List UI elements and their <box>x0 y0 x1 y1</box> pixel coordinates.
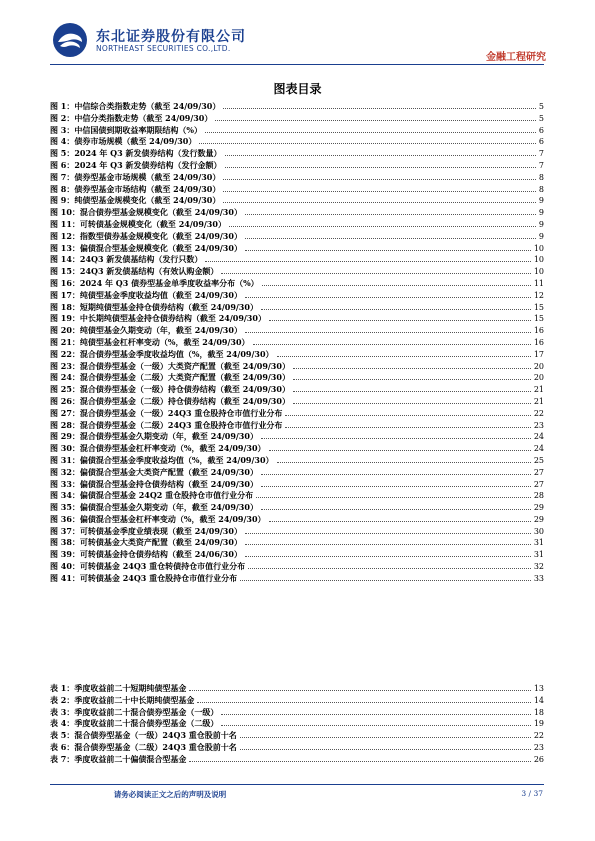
figure-entry-label: 图 19：中长期纯债型基金持仓债券结构（截至 24/09/30） <box>50 313 266 324</box>
figure-entry-page: 11 <box>533 278 544 288</box>
figure-entry-label: 图 26：混合债券型基金（二级）持仓债券结构（截至 24/09/30） <box>50 395 290 406</box>
figure-entry[interactable] <box>50 302 544 314</box>
figure-entry-page: 17 <box>533 349 544 359</box>
table-entry-page: 13 <box>533 684 544 693</box>
figure-entry-page: 27 <box>533 467 544 477</box>
figure-entry[interactable] <box>50 479 544 491</box>
table-entry-label: 表 6：混合债券型基金（二级）24Q3 重仓股前十名 <box>50 741 237 752</box>
figure-entry-page: 15 <box>533 302 544 312</box>
dot-leader <box>223 172 536 180</box>
figure-entry-page: 27 <box>533 479 544 489</box>
table-entry-page: 23 <box>533 742 544 752</box>
dot-leader <box>245 290 531 298</box>
dot-leader <box>277 455 531 463</box>
figure-entry-label: 图 29：混合债券型基金久期变动（年，截至 24/09/30） <box>50 431 258 442</box>
dot-leader <box>256 490 531 498</box>
dot-leader <box>285 420 530 428</box>
company-logo-icon <box>52 22 88 58</box>
dot-leader <box>221 266 530 274</box>
figure-entry-page: 32 <box>533 562 544 572</box>
figure-entry-page: 23 <box>533 420 544 430</box>
figure-entry[interactable] <box>50 101 544 113</box>
figure-entry[interactable] <box>50 266 544 278</box>
figure-entry-page: 10 <box>533 255 544 265</box>
dot-leader <box>225 160 536 168</box>
figure-entry[interactable] <box>50 420 544 432</box>
figure-entry[interactable] <box>50 254 544 266</box>
figure-entry-label: 图 7：债券型基金市场规模（截至 24/09/30） <box>50 171 221 182</box>
figure-entry-label: 图 30：混合债券型基金杠杆率变动（%，截至 24/09/30） <box>50 443 266 454</box>
table-entry-page: 14 <box>533 695 544 705</box>
figure-entry-page: 21 <box>533 396 544 406</box>
dot-leader <box>199 136 536 144</box>
figure-entry[interactable] <box>50 455 544 467</box>
table-entry-page: 18 <box>533 707 544 717</box>
figure-entry-page: 8 <box>538 184 544 194</box>
figure-entry-page: 7 <box>538 149 544 159</box>
figure-entry[interactable] <box>50 278 544 290</box>
figure-entry[interactable] <box>50 573 544 585</box>
dot-leader <box>245 231 536 239</box>
dot-leader <box>245 549 531 557</box>
figure-entry-page: 10 <box>533 267 544 277</box>
figure-entry[interactable] <box>50 349 544 361</box>
figure-entry-page: 16 <box>533 337 544 347</box>
figure-entry[interactable] <box>50 514 544 526</box>
dot-leader <box>223 184 536 192</box>
figure-entry[interactable] <box>50 136 544 148</box>
figure-entry-label: 图 38：可转债基金大类资产配置（截至 24/09/30） <box>50 537 242 548</box>
dot-leader <box>245 526 531 534</box>
table-entry-label: 表 4：季度收益前二十混合债券型基金（二级） <box>50 718 219 729</box>
figure-entry-label: 图 4：债券市场规模（截至 24/09/30） <box>50 136 197 147</box>
table-entry-label: 表 5：混合债券型基金（一级）24Q3 重仓股前十名 <box>50 730 237 741</box>
figure-entry-label: 图 3：中信国债到期收益率期限结构（%） <box>50 124 202 135</box>
figure-entry[interactable] <box>50 372 544 384</box>
figure-entry-label: 图 9：纯债型基金规模变化（截至 24/09/30） <box>50 195 221 206</box>
page-title: 图表目录 <box>273 82 322 96</box>
figure-entry-label: 图 33：偏债混合型基金持仓债券结构（截至 24/09/30） <box>50 478 258 489</box>
dot-leader <box>245 207 536 215</box>
dot-leader <box>293 361 531 369</box>
figure-entry-page: 9 <box>538 219 544 229</box>
header-divider <box>50 64 544 65</box>
figure-entry-page: 29 <box>533 514 544 524</box>
table-entry-label: 表 1：季度收益前二十短期纯债型基金 <box>50 683 187 693</box>
figure-list <box>50 101 544 585</box>
dot-leader <box>269 514 531 522</box>
dot-leader <box>285 408 530 416</box>
figure-entry[interactable] <box>50 172 544 184</box>
figure-entry-label: 图 39：可转债基金持仓债券结构（截至 24/06/30） <box>50 549 242 560</box>
dot-leader <box>277 349 531 357</box>
figure-entry-label: 图 32：偏债混合型基金大类资产配置（截至 24/09/30） <box>50 466 258 477</box>
figure-entry-page: 33 <box>533 573 544 583</box>
figure-entry-page: 30 <box>533 526 544 536</box>
figure-entry-page: 24 <box>533 432 544 442</box>
figure-entry-label: 图 15：24Q3 新发债基结构（有效认购金额） <box>50 266 219 277</box>
footer-disclaimer: 请务必阅读正文之后的声明及说明 <box>113 790 227 799</box>
figure-entry-page: 8 <box>538 172 544 182</box>
figure-entry[interactable] <box>50 408 544 420</box>
company-name-cn: 东北证券股份有限公司 <box>96 29 246 45</box>
dot-leader <box>261 431 531 439</box>
figure-entry[interactable] <box>50 361 544 373</box>
figure-entry[interactable] <box>50 113 544 125</box>
figure-entry-label: 图 10：混合债券型基金规模变化（截至 24/09/30） <box>50 207 242 218</box>
dot-leader <box>189 683 530 691</box>
figure-entry-page: 9 <box>538 208 544 218</box>
figure-entry-label: 图 8：债券型基金市场结构（截至 24/09/30） <box>50 183 221 194</box>
figure-entry[interactable] <box>50 443 544 455</box>
dot-leader <box>293 396 531 404</box>
figure-entry[interactable] <box>50 549 544 561</box>
figure-entry-label: 图 36：偏债混合型基金杠杆率变动（%，截至 24/09/30） <box>50 513 266 524</box>
figure-entry-page: 10 <box>533 243 544 253</box>
table-entry[interactable] <box>50 754 544 766</box>
figure-entry-page: 16 <box>533 326 544 336</box>
dot-leader <box>223 195 536 203</box>
figure-entry-page: 31 <box>533 538 544 548</box>
figure-entry[interactable] <box>50 526 544 538</box>
dot-leader <box>240 742 531 750</box>
dot-leader <box>269 443 531 451</box>
figure-entry-label: 图 1：中信综合类指数走势（截至 24/09/30） <box>50 101 221 111</box>
figure-entry-label: 图 27：混合债券型基金（一级）24Q3 重仓股持仓市值行业分布 <box>50 407 283 418</box>
dot-leader <box>248 561 531 569</box>
dot-leader <box>261 502 531 510</box>
table-entry-label: 表 2：季度收益前二十中长期纯债型基金 <box>50 694 195 705</box>
dot-leader <box>293 372 531 380</box>
dot-leader <box>223 101 536 109</box>
figure-entry-page: 20 <box>533 361 544 371</box>
dot-leader <box>189 754 530 762</box>
figure-entry[interactable] <box>50 467 544 479</box>
figure-entry[interactable] <box>50 325 544 337</box>
figure-entry-label: 图 40：可转债基金 24Q3 重仓转债持仓市值行业分布 <box>50 561 246 572</box>
figure-entry[interactable] <box>50 207 544 219</box>
figure-entry-page: 31 <box>533 550 544 560</box>
figure-entry-page: 20 <box>533 373 544 383</box>
figure-entry[interactable] <box>50 219 544 231</box>
table-list <box>50 683 544 766</box>
department-label: 金融工程研究 <box>486 52 546 63</box>
figure-entry[interactable] <box>50 337 544 349</box>
footer-page-number: 3 / 37 <box>521 789 543 798</box>
figure-entry-page: 9 <box>538 231 544 241</box>
figure-entry[interactable] <box>50 313 544 325</box>
dot-leader <box>245 325 531 333</box>
figure-entry-label: 图 6：2024 年 Q3 新发债券结构（发行金额） <box>50 159 222 170</box>
table-entry[interactable] <box>50 718 544 730</box>
figure-entry-label: 图 23：混合债券型基金（一级）大类资产配置（截至 24/09/30） <box>50 360 290 371</box>
dot-leader <box>245 537 531 545</box>
dot-leader <box>240 730 531 738</box>
figure-entry[interactable] <box>50 537 544 549</box>
figure-entry-label: 图 5：2024 年 Q3 新发债券结构（发行数量） <box>50 148 222 159</box>
table-entry-page: 19 <box>533 719 544 729</box>
figure-entry-page: 22 <box>533 408 544 418</box>
figure-entry-label: 图 20：纯债型基金久期变动（年，截至 24/09/30） <box>50 325 242 336</box>
figure-entry[interactable] <box>50 184 544 196</box>
figure-entry[interactable] <box>50 431 544 443</box>
figure-entry-page: 28 <box>533 491 544 501</box>
dot-leader <box>245 243 531 251</box>
figure-entry-page: 25 <box>533 455 544 465</box>
table-entry-label: 表 3：季度收益前二十混合债券型基金（一级） <box>50 706 219 717</box>
figure-entry[interactable] <box>50 195 544 207</box>
dot-leader <box>215 113 536 121</box>
figure-entry-label: 图 18：短期纯债型基金持仓债券结构（截至 24/09/30） <box>50 301 258 312</box>
figure-entry-label: 图 21：纯债型基金杠杆率变动（%，截至 24/09/30） <box>50 336 250 347</box>
figure-entry-label: 图 13：偏债混合型基金规模变化（截至 24/09/30） <box>50 242 242 253</box>
table-entry-page: 26 <box>533 754 544 764</box>
figure-entry[interactable] <box>50 148 544 160</box>
table-entry[interactable] <box>50 730 544 742</box>
figure-entry-label: 图 35：偏债混合型基金久期变动（年，截至 24/09/30） <box>50 502 258 513</box>
figure-entry[interactable] <box>50 160 544 172</box>
dot-leader <box>293 384 531 392</box>
figure-entry[interactable] <box>50 243 544 255</box>
figure-entry-label: 图 28：混合债券型基金（二级）24Q3 重仓股持仓市值行业分布 <box>50 419 283 430</box>
footer-divider <box>50 784 544 785</box>
table-entry-page: 22 <box>533 731 544 741</box>
dot-leader <box>262 278 531 286</box>
figure-entry-label: 图 31：偏债混合型基金季度收益均值（%，截至 24/09/30） <box>50 454 274 465</box>
dot-leader <box>225 148 536 156</box>
figure-entry-page: 6 <box>538 125 544 135</box>
figure-entry-page: 12 <box>533 290 544 300</box>
figure-entry-page: 24 <box>533 444 544 454</box>
figure-entry-label: 图 12：指数型债券基金规模变化（截至 24/09/30） <box>50 230 242 241</box>
table-entry-label: 表 7：季度收益前二十偏债混合型基金 <box>50 753 187 764</box>
figure-entry-page: 21 <box>533 385 544 395</box>
figure-entry-label: 图 37：可转债基金季度业绩表现（截至 24/09/30） <box>50 525 242 536</box>
dot-leader <box>221 718 530 726</box>
figure-entry-page: 7 <box>538 160 544 170</box>
figure-entry-label: 图 24：混合债券型基金（二级）大类资产配置（截至 24/09/30） <box>50 372 290 383</box>
figure-entry[interactable] <box>50 396 544 408</box>
figure-entry-label: 图 16：2024 年 Q3 债券型基金单季度收益率分布（%） <box>50 277 259 288</box>
dot-leader <box>205 254 530 262</box>
dot-leader <box>261 479 531 487</box>
figure-entry-label: 图 25：混合债券型基金（一级）持仓债券结构（截至 24/09/30） <box>50 384 290 395</box>
table-entry[interactable] <box>50 683 544 695</box>
dot-leader <box>261 467 531 475</box>
company-name-en: NORTHEAST SECURITIES CO.,LTD. <box>96 44 231 53</box>
figure-entry-page: 5 <box>538 102 544 111</box>
figure-entry-label: 图 11：可转债基金规模变化（截至 24/09/30） <box>50 218 226 229</box>
table-entry[interactable] <box>50 707 544 719</box>
table-entry[interactable] <box>50 695 544 707</box>
dot-leader <box>221 707 530 715</box>
table-entry[interactable] <box>50 742 544 754</box>
dot-leader <box>240 573 531 581</box>
figure-entry-page: 15 <box>533 314 544 324</box>
figure-entry-page: 6 <box>538 137 544 147</box>
figure-entry[interactable] <box>50 561 544 573</box>
figure-entry-label: 图 22：混合债券型基金季度收益均值（%，截至 24/09/30） <box>50 348 274 359</box>
figure-entry-page: 9 <box>538 196 544 206</box>
figure-entry[interactable] <box>50 490 544 502</box>
figure-entry-label: 图 34：偏债混合型基金 24Q2 重仓股持仓市值行业分布 <box>50 490 254 501</box>
dot-leader <box>197 695 530 703</box>
figure-entry[interactable] <box>50 502 544 514</box>
figure-entry-page: 5 <box>538 113 544 123</box>
figure-entry[interactable] <box>50 384 544 396</box>
figure-entry-label: 图 41：可转债基金 24Q3 重仓股持仓市值行业分布 <box>50 572 238 583</box>
dot-leader <box>269 313 531 321</box>
figure-entry-label: 图 14：24Q3 新发债基结构（发行只数） <box>50 254 203 265</box>
figure-entry[interactable] <box>50 231 544 243</box>
dot-leader <box>261 302 531 310</box>
dot-leader <box>253 337 531 345</box>
figure-entry[interactable] <box>50 290 544 302</box>
figure-entry-page: 29 <box>533 503 544 513</box>
figure-entry-label: 图 17：纯债型基金季度收益均值（截至 24/09/30） <box>50 289 242 300</box>
dot-leader <box>205 125 536 133</box>
figure-entry[interactable] <box>50 125 544 137</box>
dot-leader <box>229 219 536 227</box>
page-header <box>0 0 595 68</box>
figure-entry-label: 图 2：中信分类指数走势（截至 24/09/30） <box>50 112 213 123</box>
